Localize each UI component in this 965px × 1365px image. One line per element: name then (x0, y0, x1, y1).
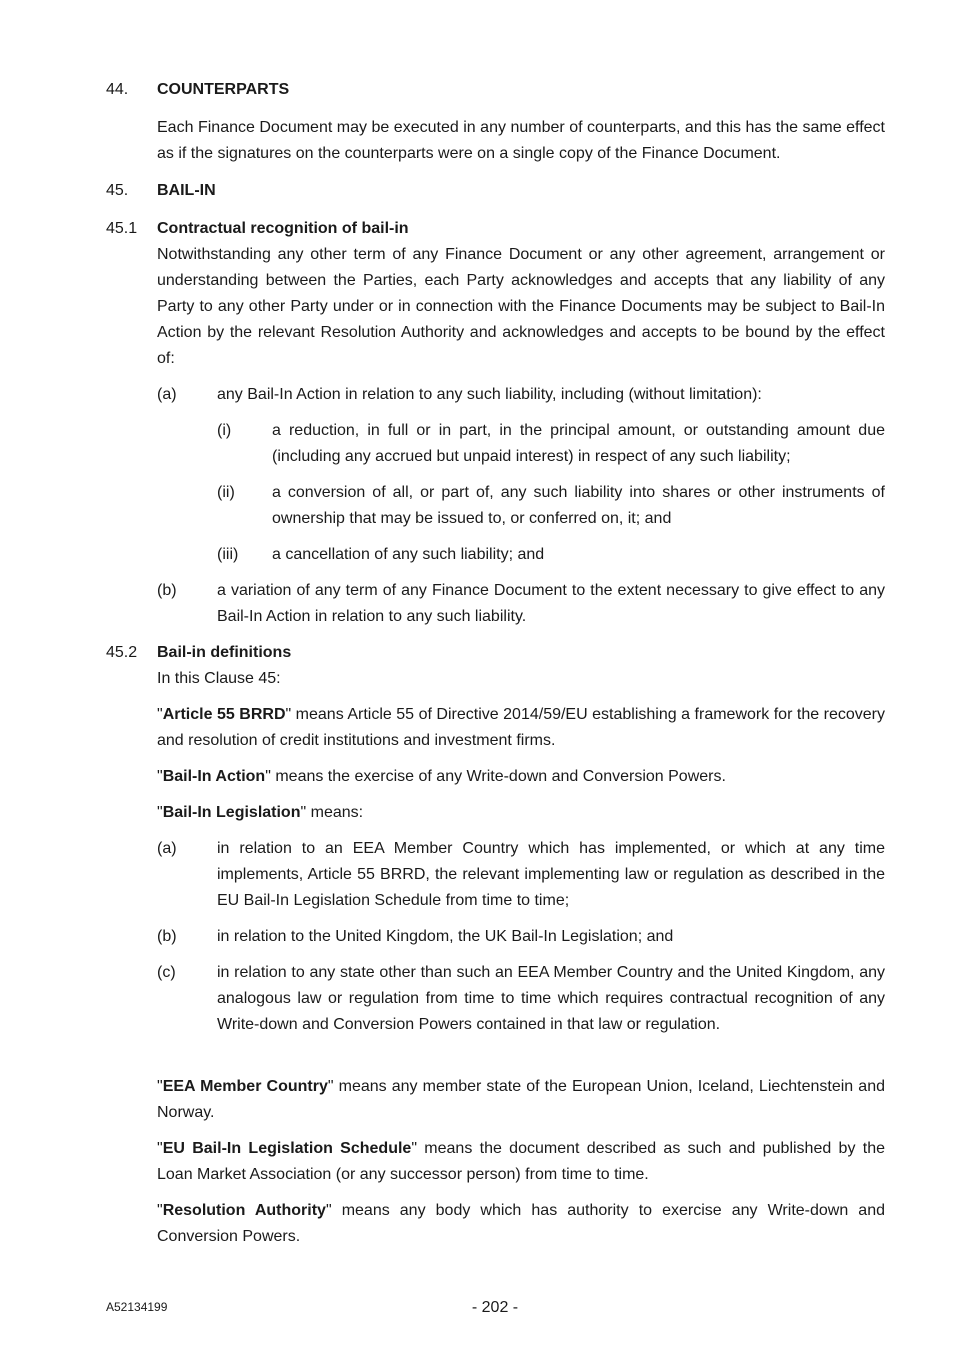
clause-45-2-heading: Bail-in definitions (157, 644, 292, 661)
clause-45-heading: BAIL-IN (157, 182, 216, 199)
definition-bail-in-legislation: "Bail-In Legislation" means: (157, 804, 364, 821)
clause-45-1-body: Notwithstanding any other term of any Finance Document or any other agreement, arrangement or understanding between the Parties, each Party acknowledges and accepts that any liability of any Party to any other Party under or in connection with the Finance Documents may be subject to Bail-In Action by the relevant Resolution Authority and acknowledges and accepts to be bound by the effect of: (157, 246, 885, 367)
term-bail-in-action: Bail-In Action (162, 768, 266, 785)
para-i-text: a reduction, in full or in part, in the principal amount, or outstanding amount due (including any accrued but unpaid interest) in respect of any such liability; (272, 422, 885, 465)
legislation-c-text: in relation to any state other than such an EEA Member Country and the United Kingdom, any analogous law or regulation from time to time which requires contractual recognition of any Write-down and Conversion Powers contained in that law or regulation. (217, 964, 885, 1033)
legislation-b-label: (b) (157, 928, 177, 945)
para-a-text: any Bail-In Action in relation to any such liability, including (without limitation): (217, 386, 762, 403)
clause-44-heading: COUNTERPARTS (157, 81, 290, 98)
term-eu-bail-in-schedule: EU Bail-In Legislation Schedule (162, 1140, 412, 1157)
clause-44-body: Each Finance Document may be executed in any number of counterparts, and this has the same effect as if the signatures on the counterparts were on a single copy of the Finance Document. (157, 119, 885, 162)
para-i-label: (i) (217, 422, 232, 439)
definition-eu-bail-in-schedule: "EU Bail-In Legislation Schedule" means the document described as such and published by the Loan Market Association (or any successor person) from time to time. (157, 1140, 885, 1183)
para-iii-label: (iii) (217, 546, 239, 563)
definition-resolution-authority: "Resolution Authority" means any body which has authority to exercise any Write-down and Conversion Powers. (157, 1202, 886, 1245)
legislation-b-text: in relation to the United Kingdom, the UK Bail-In Legislation; and (217, 928, 674, 945)
clause-45-number: 45. (106, 182, 129, 199)
document-reference: A52134199 (106, 1300, 168, 1314)
para-a-label: (a) (157, 386, 177, 403)
para-b-label: (b) (157, 582, 177, 599)
legislation-a-text: in relation to an EEA Member Country which has implemented, or which at any time implements, Article 55 BRRD, the relevant implementing law or regulation as described in the EU Bail-In Legislation Schedule from time to time; (217, 840, 885, 909)
para-iii-text: a cancellation of any such liability; and (272, 546, 545, 563)
clause-45-1-number: 45.1 (106, 220, 138, 237)
legislation-c-label: (c) (157, 964, 176, 981)
clause-45-2-number: 45.2 (106, 644, 138, 661)
term-resolution-authority: Resolution Authority (162, 1202, 326, 1219)
definition-article-55-brrd: "Article 55 BRRD" means Article 55 of Directive 2014/59/EU establishing a framework for the recovery and resolution of credit institutions and investment firms. (157, 706, 885, 749)
definition-eea-member-country: "EEA Member Country" means any member state of the European Union, Iceland, Liechtenstein and Norway. (157, 1078, 885, 1121)
clause-45-2-intro: In this Clause 45: (157, 670, 281, 687)
term-eea-member-country: EEA Member Country (162, 1078, 328, 1095)
page-number: - 202 - (471, 1299, 519, 1316)
legislation-a-label: (a) (157, 840, 177, 857)
term-bail-in-legislation: Bail-In Legislation (162, 804, 301, 821)
para-ii-text: a conversion of all, or part of, any such liability into shares or other instruments of ownership that may be issued to, or conferred on, it; and (272, 484, 885, 527)
para-b-text: a variation of any term of any Finance Document to the extent necessary to give effect to any Bail-In Action in relation to any such liability. (217, 582, 885, 625)
term-article-55-brrd: Article 55 BRRD (162, 706, 286, 723)
clause-45-1-heading: Contractual recognition of bail-in (157, 220, 409, 237)
para-ii-label: (ii) (217, 484, 235, 501)
definition-bail-in-action: "Bail-In Action" means the exercise of any Write-down and Conversion Powers. (157, 768, 726, 785)
clause-44-number: 44. (106, 81, 129, 98)
